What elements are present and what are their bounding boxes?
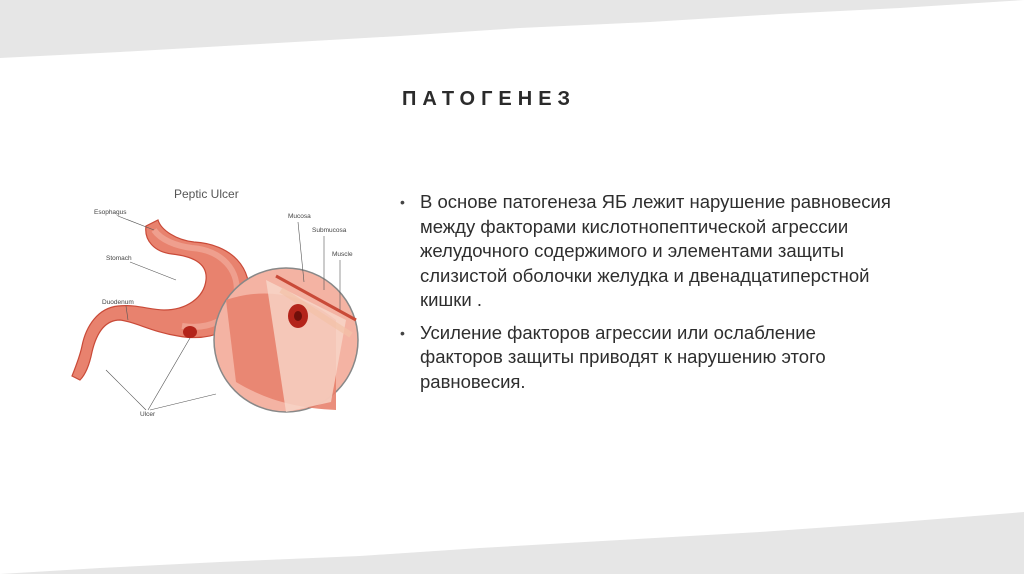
- illustration-title: Peptic Ulcer: [174, 187, 239, 201]
- bullet-text: Усиление факторов агрессии или ослабление факторов защиты приводят к нарушению этого равновесия.: [420, 321, 826, 392]
- peptic-ulcer-illustration: [66, 170, 366, 430]
- bullet-item: [400, 190, 900, 313]
- label-duodenum: Duodenum: [102, 299, 134, 306]
- bullet-item: [400, 321, 900, 395]
- label-submucosa: Submucosa: [312, 227, 347, 234]
- magnified-view: [214, 268, 358, 412]
- label-muscle: Muscle: [332, 251, 353, 258]
- label-mucosa: Mucosa: [288, 213, 311, 220]
- bullet-text: В основе патогенеза ЯБ лежит нарушение равновесия между факторами кислотнопептической агрессии желудочного содержимого и элементами защиты слизистой оболочки желудка и двенадцатиперстной кишки .: [420, 191, 891, 310]
- torn-paper-bottom: [0, 504, 1024, 574]
- bullet-marker: •: [400, 324, 405, 341]
- bullet-list: [400, 190, 900, 402]
- bullet-marker: •: [400, 194, 405, 210]
- ulcer-spot: [183, 326, 197, 338]
- label-ulcer: Ulcer: [140, 411, 156, 418]
- slide-title: ПАТОГЕНЕЗ: [402, 88, 577, 110]
- label-esophagus: Esophagus: [94, 209, 127, 216]
- label-stomach: Stomach: [106, 255, 132, 262]
- torn-paper-top: [0, 0, 1024, 70]
